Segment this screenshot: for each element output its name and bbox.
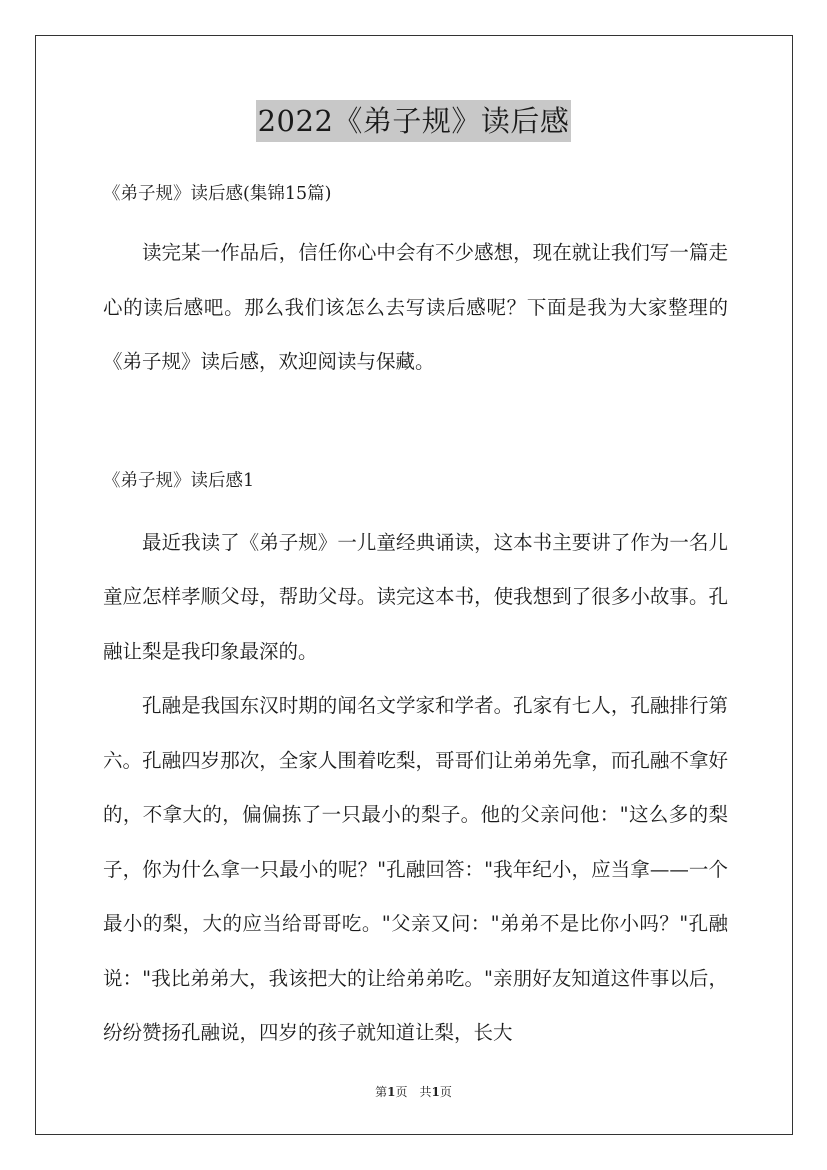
document-title: 2022《弟子规》读后感 xyxy=(256,100,572,142)
footer-page-total: 1 xyxy=(431,1085,440,1099)
page-footer xyxy=(0,1083,827,1100)
title-wrap xyxy=(0,100,827,142)
footer-page-number: 1 xyxy=(387,1085,396,1099)
footer-page-prefix: 第 xyxy=(375,1085,388,1099)
document-body xyxy=(103,174,728,1061)
section-paragraph-2: 孔融是我国东汉时期的闻名文学家和学者。孔家有七人，孔融排行第六。孔融四岁那次，全家人围着吃梨，哥哥们让弟弟先拿，而孔融不拿好的，不拿大的，偏偏拣了一只最小的梨子。他的父亲问他："这么多的梨子，你为什么拿一只最小的呢？"孔融回答："我年纪小，应当拿——一个最小的梨，大的应当给哥哥吃。"父亲又问："弟弟不是比你小吗？"孔融说："我比弟弟大，我该把大的让给弟弟吃。"亲朋好友知道这件事以后，纷纷赞扬孔融说，四岁的孩子就知道让梨，长大 xyxy=(103,694,728,1044)
document-subtitle: 《弟子规》读后感(集锦15篇) xyxy=(103,184,332,204)
footer-page-mid: 页 共 xyxy=(395,1085,432,1099)
footer-page-suffix: 页 xyxy=(439,1085,452,1099)
intro-paragraph: 读完某一作品后，信任你心中会有不少感想，现在就让我们写一篇走心的读后感吧。那么我们该怎么去写读后感呢？下面是我为大家整理的《弟子规》读后感，欢迎阅读与保藏。 xyxy=(103,241,728,373)
section-paragraph-1: 最近我读了《弟子规》一儿童经典诵读，这本书主要讲了作为一名儿童应怎样孝顺父母，帮助父母。读完这本书，使我想到了很多小故事。孔融让梨是我印象最深的。 xyxy=(103,530,728,663)
section-heading: 《弟子规》读后感1 xyxy=(103,470,255,491)
